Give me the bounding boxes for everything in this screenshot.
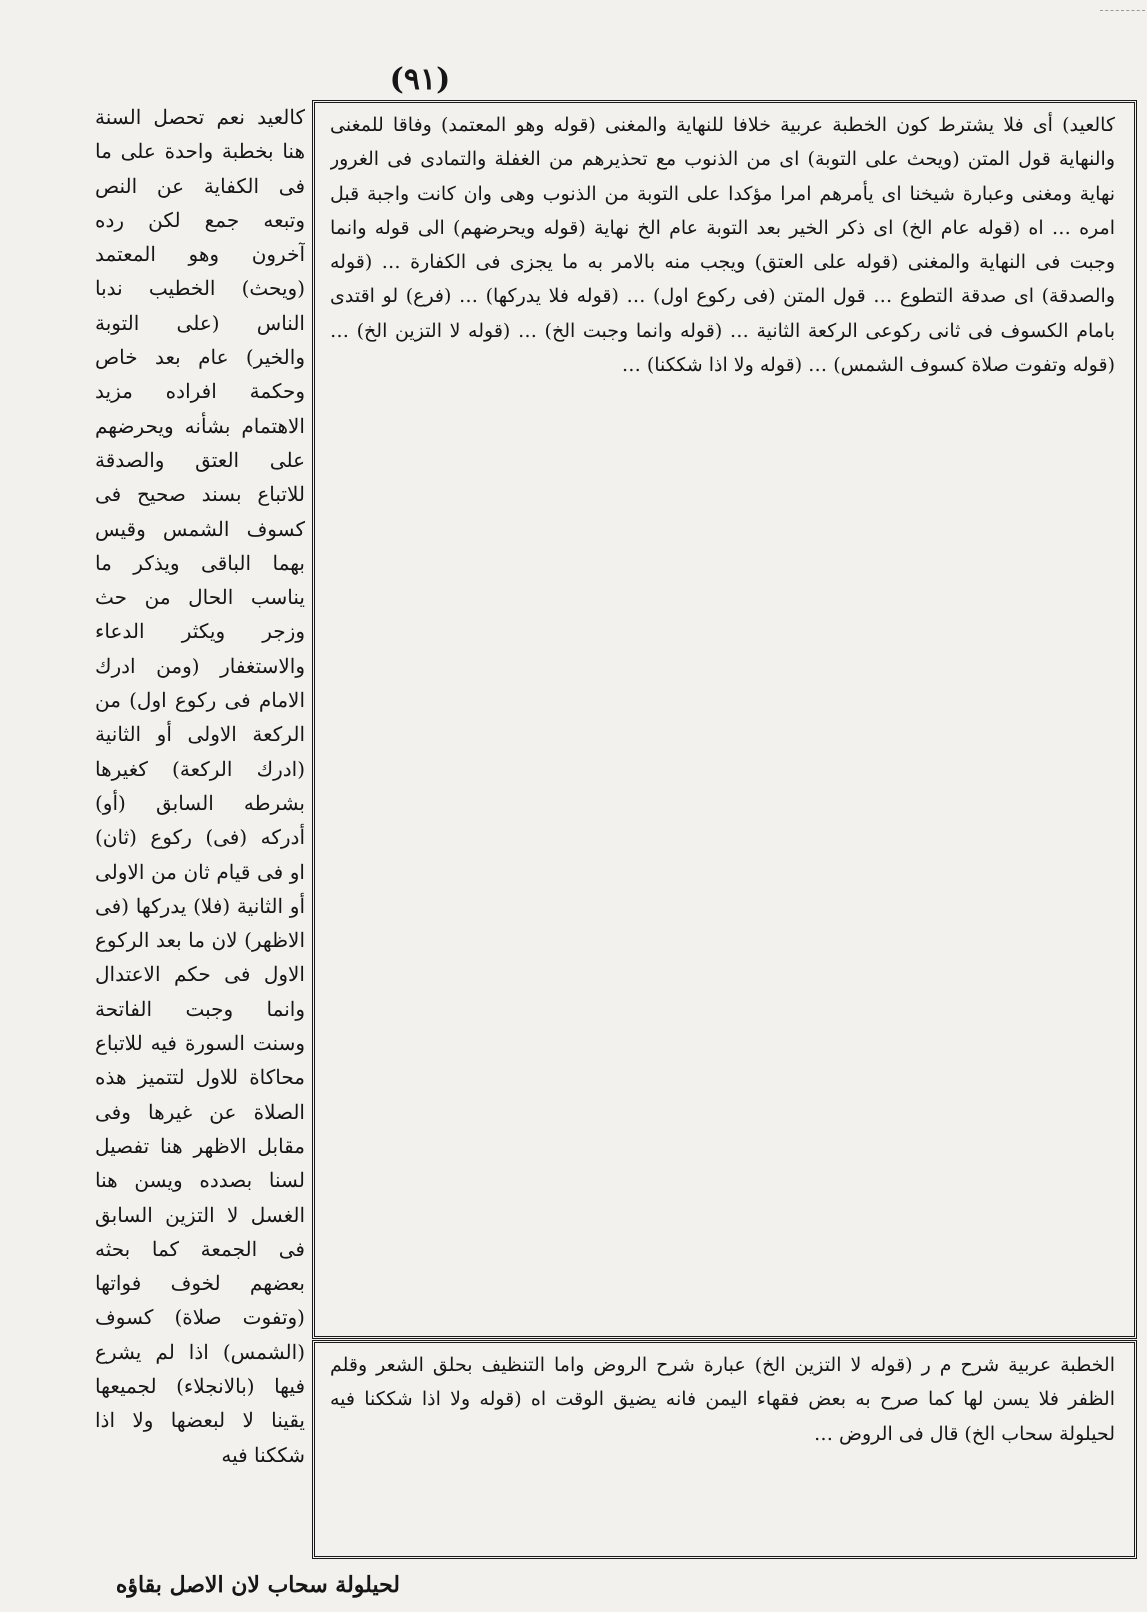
footnote-body: الخطبة عربية شرح م ر (قوله لا التزين الخ) عبارة شرح الروض واما التنظيف بحلق الشعر وقلم الظفر فلا يسن لها كما صرح به بعض فقهاء اليمن فانه يضيق الوقت اه (قوله ولا اذا شككنا فيه لحيلولة سحاب الخ) قال فى الروض …	[330, 1354, 1115, 1445]
margin-column-text	[95, 100, 305, 1555]
top-edge-rule	[1100, 10, 1145, 11]
margin-body: كالعيد نعم تحصل السنة هنا بخطبة واحدة على ما فى الكفاية عن النص وتبعه جمع لكن رده آخرون وهو المعتمد (ويحث) الخطيب ندبا الناس (على التوبة والخير) عام بعد خاص وحكمة افراده مزيد الاهتمام بشأنه ويحرضهم على العتق والصدقة للاتباع بسند صحيح فى كسوف الشمس وقيس بهما الباقى ويذكر ما يناسب الحال من حث وزجر ويكثر الدعاء والاستغفار (ومن ادرك الامام فى ركوع اول) من الركعة الاولى أو الثانية (ادرك الركعة) كغيرها بشرطه السابق (أو) أدركه (فى) ركوع (ثان) او فى قيام ثان من الاولى أو الثانية (فلا) يدركها (فى الاظهر) لان ما بعد الركوع الاول فى حكم الاعتدال وانما وجبت الفاتحة وسنت السورة فيه للاتباع محاكاة للاول لتتميز هذه الصلاة عن غيرها وفى مقابل الاظهر هنا تفصيل لسنا بصدده ويسن هنا الغسل لا التزين السابق فى الجمعة كما بحثه بعضهم لخوف فواتها (وتفوت صلاة) كسوف (الشمس) اذا لم يشرع فيها (بالانجلاء) لجميعها يقينا لا لبعضها ولا اذا شككنا فيه	[95, 105, 305, 1467]
footnote-text	[330, 1348, 1115, 1548]
page-number: (٩١)	[389, 62, 451, 97]
catchword: لحيلولة سحاب لان الاصل بقاؤه	[115, 1572, 400, 1598]
commentary-text	[330, 108, 1115, 1324]
commentary-body: كالعيد) أى فلا يشترط كون الخطبة عربية خلافا للنهاية والمغنى (قوله وهو المعتمد) وفاقا للمغنى والنهاية قول المتن (ويحث على التوبة) اى من الذنوب مع تحذيرهم من الغفلة والتمادى فى الغرور نهاية ومغنى وعبارة شيخنا اى يأمرهم امرا مؤكدا على التوبة من الذنوب وهى وان كانت واجبة قبل امره … اه (قوله عام الخ) اى ذكر الخير بعد التوبة عام الخ نهاية (قوله ويحرضهم) الى قوله وانما وجبت فى النهاية والمغنى (قوله على العتق) ويجب منه بالامر به ما يجزى فى الكفارة … (قوله والصدقة) اى صدقة التطوع … قول المتن (فى ركوع اول) … (قوله فلا يدركها) … (فرع) لو اقتدى بامام الكسوف فى ثانى ركوعى الركعة الثانية … (قوله وانما وجبت الخ) … (قوله لا التزين الخ) … (قوله وتفوت صلاة كسوف الشمس) … (قوله ولا اذا شككنا) …	[330, 114, 1115, 377]
